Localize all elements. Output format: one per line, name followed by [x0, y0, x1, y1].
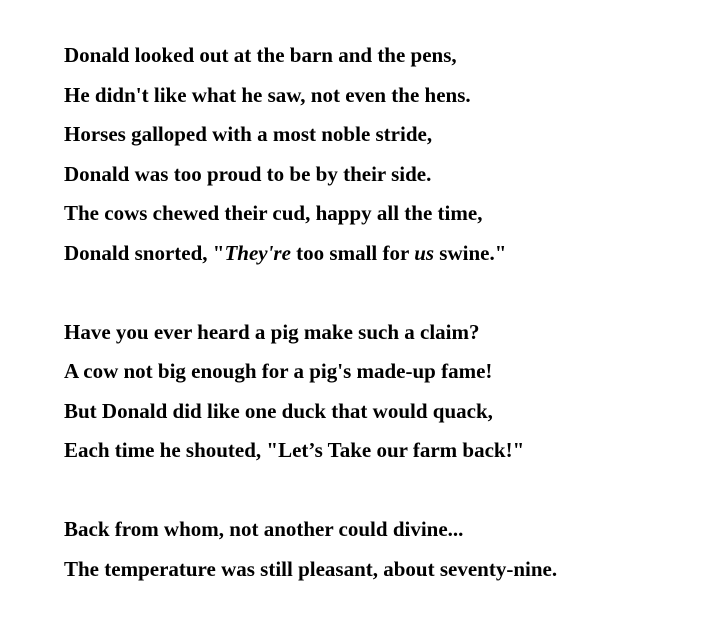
poem-line: Each time he shouted, "Let’s Take our farm back!" — [64, 438, 525, 462]
line-text: Donald snorted, " — [64, 240, 225, 265]
poem-line: But Donald did like one duck that would quack, — [64, 398, 493, 423]
poem-line: Back from whom, not another could divine... — [64, 517, 464, 541]
poem-line: Horses galloped with a most noble stride, — [64, 122, 433, 146]
italic-emphasis: us — [414, 240, 435, 265]
poem — [64, 39, 557, 592]
stanza-break — [64, 276, 557, 316]
poem-line: Donald looked out at the barn and the pens, — [64, 43, 457, 67]
poem-line: Have you ever heard a pig make such a claim? — [64, 319, 480, 344]
italic-emphasis: They're — [224, 240, 291, 265]
poem-line: The cows chewed their cud, happy all the time, — [64, 201, 483, 225]
poem-line: Donald was too proud to be by their side. — [64, 161, 432, 186]
line-text: swine." — [434, 240, 507, 265]
poem-line: He didn't like what he saw, not even the hens. — [64, 82, 471, 107]
stanza-1 — [64, 39, 557, 276]
poem-line — [64, 237, 557, 277]
poem-line: The temperature was still pleasant, about seventy-nine. — [64, 556, 558, 581]
line-text: too small for — [290, 240, 415, 265]
poem-line: A cow not big enough for a pig's made-up fame! — [64, 359, 493, 383]
stanza-break — [64, 474, 557, 514]
stanza-2 — [64, 316, 557, 474]
stanza-3 — [64, 513, 557, 592]
